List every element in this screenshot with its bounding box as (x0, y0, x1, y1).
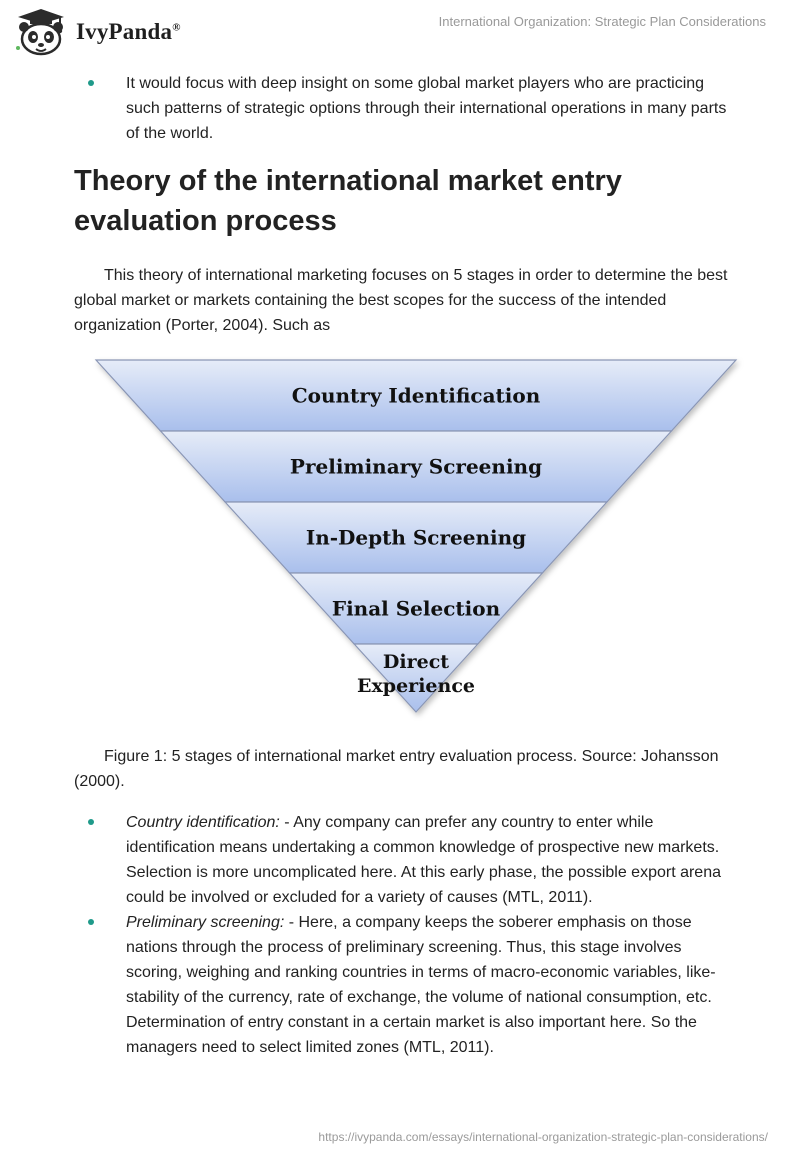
funnel-stage-label: Preliminary Screening (289, 454, 543, 479)
page-header (0, 0, 800, 62)
list-item-term: Country identification: (126, 814, 280, 831)
list-item (0, 810, 800, 910)
funnel-stage-label: Direct Experience (357, 651, 475, 697)
list-item-text: It would focus with deep insight on some global market players who are practicing such patterns of strategic options through their international operations in many parts of the world. (126, 75, 727, 142)
figure-caption: Figure 1: 5 stages of international market entry evaluation process. Source: Johansson (2000). (74, 748, 719, 790)
document-title: International Organization: Strategic Plan Considerations (438, 14, 766, 29)
section-heading: Theory of the international market entry evaluation process (74, 165, 622, 237)
list-item (0, 71, 800, 146)
section-paragraph: This theory of international marketing focuses on 5 stages in order to determine the best global market or markets containing the best scopes for the success of the intended organization (Porter, 2004). Such as (74, 267, 728, 334)
funnel-stage-label: Country Identification (291, 383, 541, 408)
list-item-text: - Here, a company keeps the soberer emphasis on those nations through the process of preliminary screening. Thus, this stage involves scoring, weighing and ranking countries in terms of macro-economic variables, like- stability of the currency, rate of exchange, the volume of national consumption, etc. Determination of entry constant in a certain market is also important here. So the managers need to select limited zones (MTL, 2011). (126, 914, 716, 1056)
source-url[interactable]: https://ivypanda.com/essays/international-organization-strategic-plan-considerations/ (318, 1130, 768, 1144)
list-item (0, 910, 800, 1060)
funnel-diagram (88, 352, 748, 722)
ivypanda-logo[interactable] (14, 8, 181, 56)
panda-logo-icon (14, 8, 68, 56)
funnel-stage-label: Final Selection (331, 596, 501, 621)
bullet-icon (88, 919, 94, 925)
list-item-text: - Any company can prefer any country to enter while identification means undertaking a common knowledge of prospective new markets. Selection is more uncomplicated here. At this early phase, the possible export arena could be involved or excluded for a variety of causes (MTL, 2011). (126, 814, 721, 906)
logo-text: IvyPanda (76, 19, 173, 44)
stage-bullet-list (0, 810, 800, 1060)
funnel-stage-label: In-Depth Screening (305, 525, 527, 550)
intro-bullet-list (0, 71, 800, 146)
logo-registered-mark: ® (172, 21, 181, 34)
bullet-icon (88, 819, 94, 825)
bullet-icon (88, 80, 94, 86)
list-item-term: Preliminary screening: (126, 914, 285, 931)
